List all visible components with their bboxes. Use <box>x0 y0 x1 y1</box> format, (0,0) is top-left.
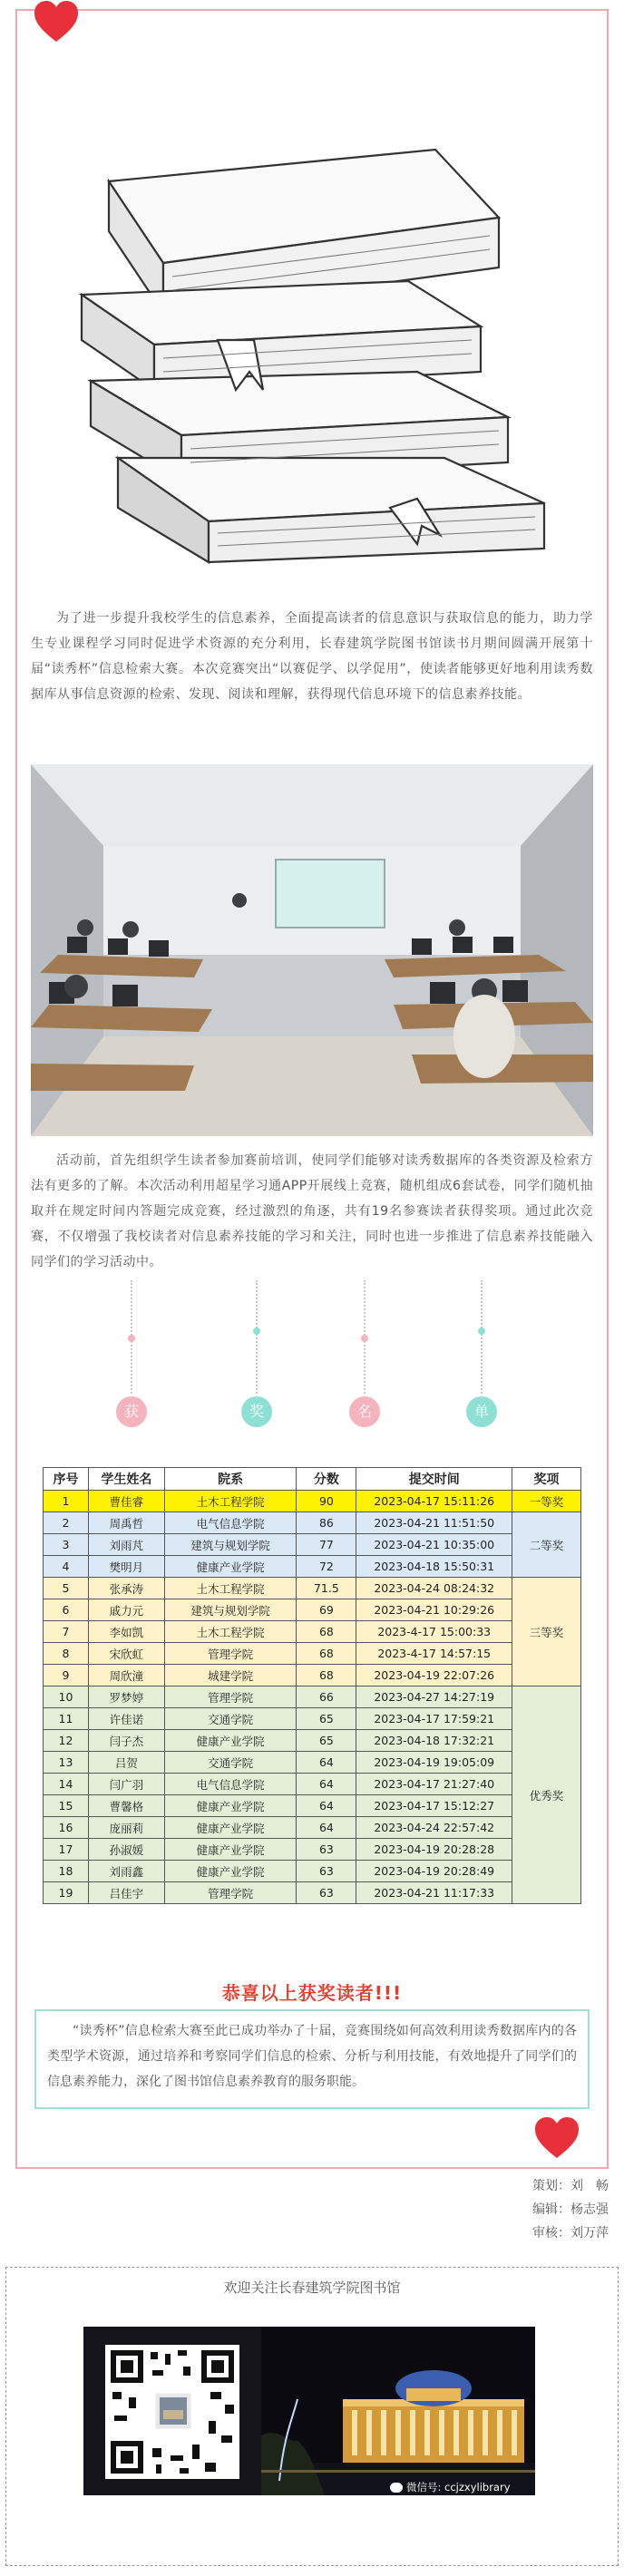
cell-name: 樊明月 <box>88 1556 164 1578</box>
cell-time: 2023-04-18 17:32:21 <box>356 1730 512 1752</box>
header-no: 序号 <box>44 1468 89 1491</box>
cell-time: 2023-04-17 21:27:40 <box>356 1774 512 1795</box>
intro-paragraph: 为了进一步提升我校学生的信息素养，全面提高读者的信息意识与获取信息的能力，助力学生专业课程学习同时促进学术资源的充分利用，长春建筑学院图书馆读书月期间圆满开展第十届“读秀杯”信息检索大赛。本次竞赛突出“以赛促学、以学促用”，使读者能够更好地利用读秀数据库从事信息资源的检索、发现、阅读和理解，获得现代信息环境下的信息素养技能。 <box>31 611 593 702</box>
training-photo <box>31 764 593 1136</box>
cell-no: 7 <box>44 1621 89 1643</box>
cell-score: 65 <box>297 1730 356 1752</box>
cell-score: 86 <box>297 1512 356 1534</box>
cell-score: 90 <box>297 1491 356 1512</box>
award-list-beads <box>31 1280 593 1462</box>
cell-name: 戚力元 <box>88 1599 164 1621</box>
cell-name: 刘雨芃 <box>88 1534 164 1556</box>
cell-dept: 健康产业学院 <box>164 1861 297 1882</box>
heart-icon <box>33 0 80 44</box>
cell-award: 三等奖 <box>512 1578 581 1687</box>
cell-no: 14 <box>44 1774 89 1795</box>
congrats-banner: 恭喜以上获奖读者!!! <box>221 1982 403 2004</box>
cell-dept: 土木工程学院 <box>164 1491 297 1512</box>
table-row <box>44 1621 581 1643</box>
cell-dept: 土木工程学院 <box>164 1621 297 1643</box>
cell-score: 71.5 <box>297 1578 356 1599</box>
table-row <box>44 1599 581 1621</box>
cell-no: 4 <box>44 1556 89 1578</box>
cell-award: 一等奖 <box>512 1491 581 1512</box>
cell-no: 10 <box>44 1687 89 1708</box>
table-row <box>44 1556 581 1578</box>
cell-no: 12 <box>44 1730 89 1752</box>
cell-dept: 健康产业学院 <box>164 1556 297 1578</box>
credit-editor: 编辑：杨志强 <box>532 2202 609 2217</box>
cell-no: 18 <box>44 1861 89 1882</box>
cell-no: 19 <box>44 1882 89 1904</box>
cell-no: 9 <box>44 1665 89 1687</box>
cell-time: 2023-4-17 14:57:15 <box>356 1643 512 1665</box>
cell-no: 11 <box>44 1708 89 1730</box>
cell-score: 68 <box>297 1643 356 1665</box>
cell-name: 周禹哲 <box>88 1512 164 1534</box>
cell-no: 15 <box>44 1795 89 1817</box>
cell-dept: 健康产业学院 <box>164 1795 297 1817</box>
cell-no: 6 <box>44 1599 89 1621</box>
cell-name: 李如凯 <box>88 1621 164 1643</box>
cell-score: 65 <box>297 1708 356 1730</box>
cell-name: 吕佳宇 <box>88 1882 164 1904</box>
table-row <box>44 1774 581 1795</box>
table-row <box>44 1708 581 1730</box>
cell-time: 2023-04-19 20:28:49 <box>356 1861 512 1882</box>
cell-name: 孙淑媛 <box>88 1839 164 1861</box>
cell-name: 刘雨鑫 <box>88 1861 164 1882</box>
header-dept: 院系 <box>164 1468 297 1491</box>
bead-4: 单 <box>466 1396 497 1427</box>
cell-score: 64 <box>297 1817 356 1839</box>
table-row <box>44 1882 581 1904</box>
cell-score: 68 <box>297 1621 356 1643</box>
cell-no: 2 <box>44 1512 89 1534</box>
cell-time: 2023-04-19 20:28:28 <box>356 1839 512 1861</box>
cell-score: 64 <box>297 1795 356 1817</box>
bead-3: 名 <box>349 1396 380 1427</box>
bead-2: 奖 <box>241 1396 272 1427</box>
cell-name: 庞丽莉 <box>88 1817 164 1839</box>
cell-name: 曹佳睿 <box>88 1491 164 1512</box>
cell-time: 2023-04-17 17:59:21 <box>356 1708 512 1730</box>
bead-1: 获 <box>116 1396 147 1427</box>
summary-paragraph: “读秀杯”信息检索大赛至此已成功举办了十届，竞赛围绕如何高效利用读秀数据库内的各类型学术资源，通过培养和考察同学们信息的检索、分析与利用技能，有效地提升了同学们的信息素养能力，深化了图书馆信息素养教育的服务职能。 <box>47 2024 577 2089</box>
header-award: 奖项 <box>512 1468 581 1491</box>
cell-name: 闫广羽 <box>88 1774 164 1795</box>
cell-no: 1 <box>44 1491 89 1512</box>
cell-score: 63 <box>297 1861 356 1882</box>
cell-dept: 管理学院 <box>164 1643 297 1665</box>
table-header-row <box>44 1468 581 1491</box>
cell-time: 2023-04-21 11:17:33 <box>356 1882 512 1904</box>
header-score: 分数 <box>297 1468 356 1491</box>
summary-box <box>34 2009 590 2109</box>
qr-code[interactable] <box>83 2327 261 2495</box>
cell-name: 张承涛 <box>88 1578 164 1599</box>
cell-time: 2023-04-21 10:35:00 <box>356 1534 512 1556</box>
cell-time: 2023-04-17 15:12:27 <box>356 1795 512 1817</box>
cell-dept: 交通学院 <box>164 1752 297 1774</box>
cell-no: 16 <box>44 1817 89 1839</box>
cell-dept: 健康产业学院 <box>164 1817 297 1839</box>
cell-score: 69 <box>297 1599 356 1621</box>
cell-score: 63 <box>297 1882 356 1904</box>
wechat-icon <box>390 2483 403 2493</box>
books-illustration <box>54 145 571 571</box>
cell-dept: 管理学院 <box>164 1687 297 1708</box>
table-row <box>44 1687 581 1708</box>
table-row <box>44 1861 581 1882</box>
cell-score: 72 <box>297 1556 356 1578</box>
credit-reviewer: 审核：刘万萍 <box>532 2226 609 2241</box>
cell-time: 2023-04-21 10:29:26 <box>356 1599 512 1621</box>
table-row <box>44 1730 581 1752</box>
table-row <box>44 1839 581 1861</box>
cell-time: 2023-04-24 22:57:42 <box>356 1817 512 1839</box>
cell-time: 2023-04-18 15:50:31 <box>356 1556 512 1578</box>
library-night-photo <box>261 2327 535 2495</box>
cell-dept: 电气信息学院 <box>164 1774 297 1795</box>
cell-score: 68 <box>297 1665 356 1687</box>
cell-dept: 健康产业学院 <box>164 1730 297 1752</box>
cell-score: 77 <box>297 1534 356 1556</box>
cell-no: 13 <box>44 1752 89 1774</box>
cell-score: 64 <box>297 1774 356 1795</box>
heart-icon <box>533 2116 580 2160</box>
table-row <box>44 1752 581 1774</box>
table-row <box>44 1665 581 1687</box>
cell-time: 2023-4-17 15:00:33 <box>356 1621 512 1643</box>
cell-dept: 管理学院 <box>164 1882 297 1904</box>
cell-score: 66 <box>297 1687 356 1708</box>
cell-name: 周欣潼 <box>88 1665 164 1687</box>
cell-time: 2023-04-17 15:11:26 <box>356 1491 512 1512</box>
cell-name: 宋欣虹 <box>88 1643 164 1665</box>
cell-name: 曹馨格 <box>88 1795 164 1817</box>
header-name: 学生姓名 <box>88 1468 164 1491</box>
cell-time: 2023-04-19 19:05:09 <box>356 1752 512 1774</box>
cell-no: 3 <box>44 1534 89 1556</box>
cell-time: 2023-04-19 22:07:26 <box>356 1665 512 1687</box>
cell-time: 2023-04-24 08:24:32 <box>356 1578 512 1599</box>
cell-dept: 建筑与规划学院 <box>164 1599 297 1621</box>
cell-dept: 电气信息学院 <box>164 1512 297 1534</box>
table-row <box>44 1817 581 1839</box>
table-row <box>44 1578 581 1599</box>
cell-dept: 交通学院 <box>164 1708 297 1730</box>
credit-planner: 策划：刘 畅 <box>532 2179 609 2193</box>
cell-score: 64 <box>297 1752 356 1774</box>
activity-paragraph: 活动前，首先组织学生读者参加赛前培训，使同学们能够对读秀数据库的各类资源及检索方法有更多的了解。本次活动利用超星学习通APP开展线上竞赛，随机组成6套试卷，同学们随机抽取并在规定时间内答题完成竞赛，经过激烈的角逐，共有19名参赛读者获得奖项。通过此次竞赛，不仅增强了我校读者对信息素养技能的学习和关注，同时也进一步推进了信息素养技能融入同学们的学习活动中。 <box>31 1153 593 1269</box>
wechat-id: 微信号: ccjzxylibrary <box>390 2480 511 2494</box>
cell-name: 许佳诺 <box>88 1708 164 1730</box>
table-row <box>44 1512 581 1534</box>
cell-no: 5 <box>44 1578 89 1599</box>
table-row <box>44 1491 581 1512</box>
cell-dept: 土木工程学院 <box>164 1578 297 1599</box>
table-row <box>44 1795 581 1817</box>
cell-name: 吕贺 <box>88 1752 164 1774</box>
cell-dept: 城建学院 <box>164 1665 297 1687</box>
cell-time: 2023-04-27 14:27:19 <box>356 1687 512 1708</box>
header-time: 提交时间 <box>356 1468 512 1491</box>
cell-name: 闫子杰 <box>88 1730 164 1752</box>
cell-dept: 建筑与规划学院 <box>164 1534 297 1556</box>
cell-score: 63 <box>297 1839 356 1861</box>
award-table <box>43 1467 581 1904</box>
cell-name: 罗梦婷 <box>88 1687 164 1708</box>
cell-award: 二等奖 <box>512 1512 581 1578</box>
table-row <box>44 1643 581 1665</box>
cell-dept: 健康产业学院 <box>164 1839 297 1861</box>
table-row <box>44 1534 581 1556</box>
cell-no: 8 <box>44 1643 89 1665</box>
cell-no: 17 <box>44 1839 89 1861</box>
cell-award: 优秀奖 <box>512 1687 581 1904</box>
cell-time: 2023-04-21 11:51:50 <box>356 1512 512 1534</box>
follow-title: 欢迎关注长春建筑学院图书馆 <box>223 2280 401 2296</box>
